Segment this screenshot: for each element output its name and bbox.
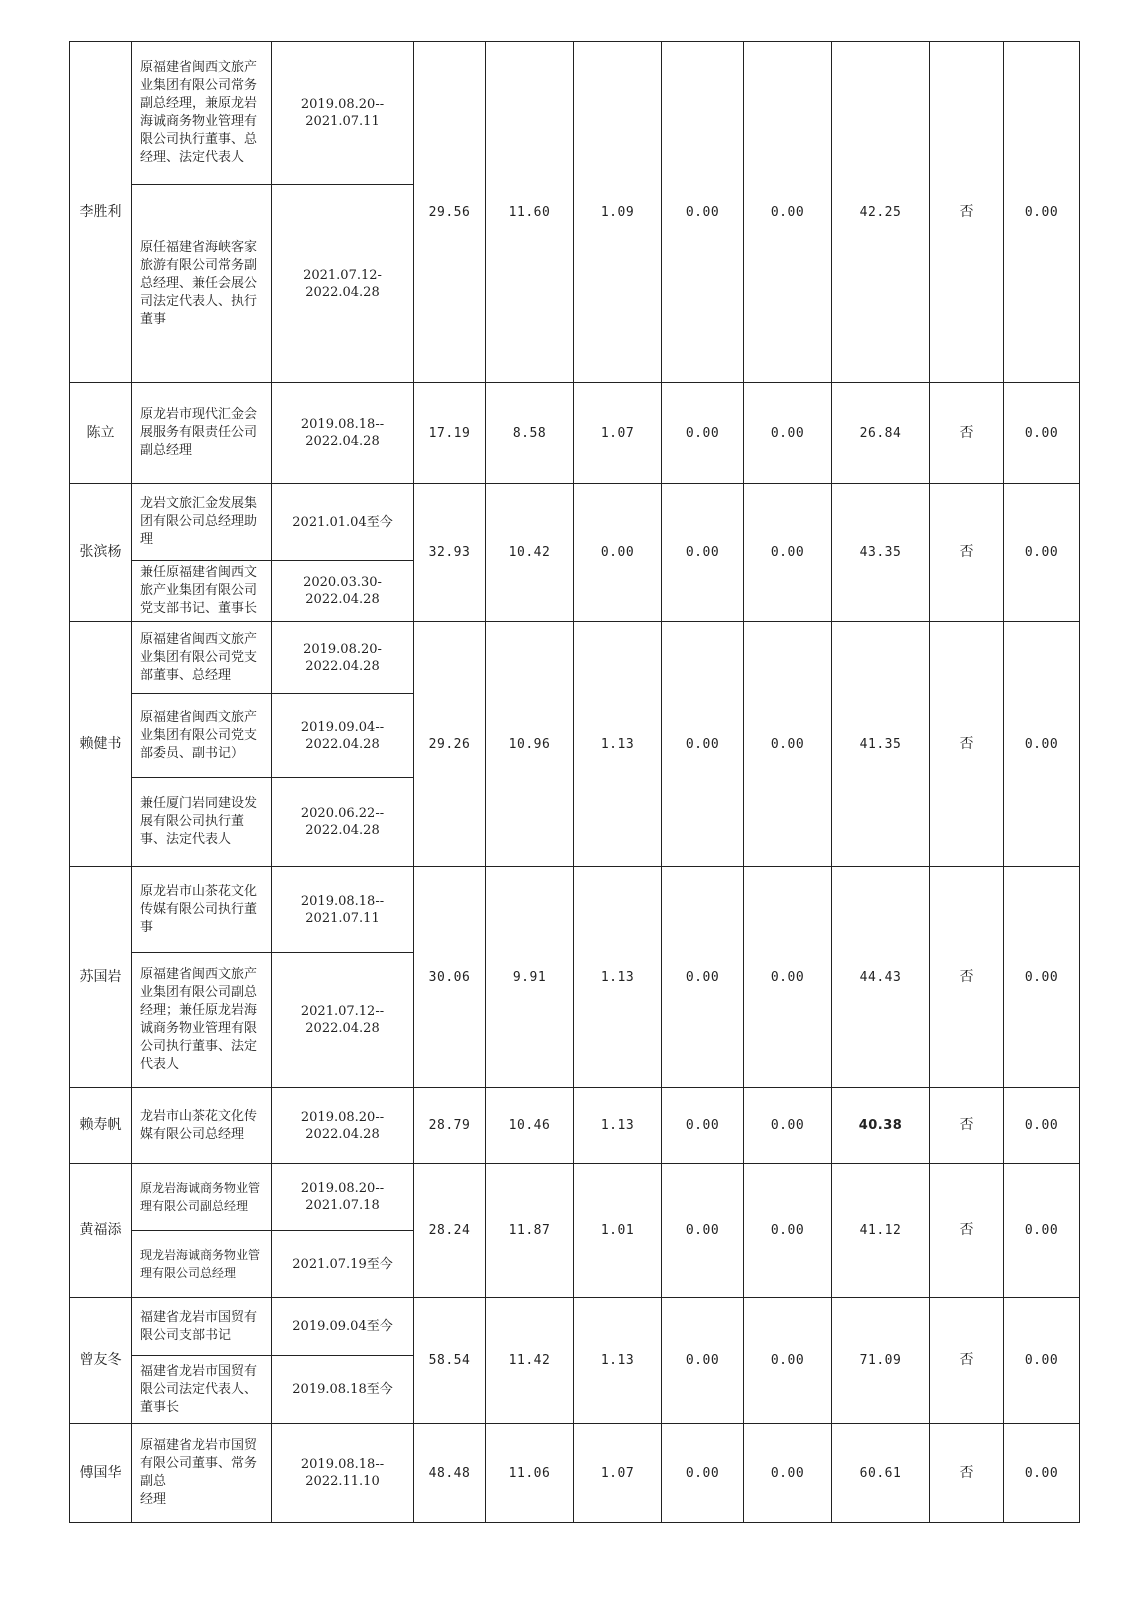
contribution-value: 11.06 [486, 1424, 574, 1523]
person-name: 赖寿帆 [70, 1088, 132, 1164]
tenure-period: 2019.08.18至今 [272, 1356, 414, 1424]
total-value: 44.43 [832, 867, 930, 1088]
contribution-value: 11.60 [486, 42, 574, 383]
flag-value: 否 [930, 1164, 1004, 1298]
contribution-value: 1.13 [574, 1298, 662, 1424]
position-title: 原龙岩市现代汇金会展服务有限责任公司副总经理 [132, 383, 272, 484]
tenure-period: 2019.08.18-- 2022.11.10 [272, 1424, 414, 1523]
person-name: 赖健书 [70, 622, 132, 867]
flag-value: 否 [930, 1424, 1004, 1523]
total-value: 41.35 [832, 622, 930, 867]
position-title: 原福建省闽西文旅产业集团有限公司党支部董事、总经理 [132, 622, 272, 694]
other-value: 0.00 [1004, 1164, 1080, 1298]
salary-value: 30.06 [414, 867, 486, 1088]
tenure-period: 2020.03.30- 2022.04.28 [272, 561, 414, 622]
contribution-value: 11.42 [486, 1298, 574, 1424]
tenure-period: 2019.08.18-- 2022.04.28 [272, 383, 414, 484]
flag-value: 否 [930, 1088, 1004, 1164]
other-value: 0.00 [744, 1164, 832, 1298]
position-title: 福建省龙岩市国贸有限公司支部书记 [132, 1298, 272, 1356]
salary-value: 48.48 [414, 1424, 486, 1523]
contribution-value: 10.46 [486, 1088, 574, 1164]
other-value: 0.00 [744, 622, 832, 867]
contribution-value: 8.58 [486, 383, 574, 484]
salary-value: 28.79 [414, 1088, 486, 1164]
salary-value: 29.26 [414, 622, 486, 867]
tenure-period: 2019.08.20- 2022.04.28 [272, 622, 414, 694]
other-value: 0.00 [662, 383, 744, 484]
position-title: 原任福建省海峡客家旅游有限公司常务副总经理、兼任会展公司法定代表人、执行董事 [132, 185, 272, 383]
contribution-value: 1.01 [574, 1164, 662, 1298]
other-value: 0.00 [662, 1164, 744, 1298]
salary-value: 17.19 [414, 383, 486, 484]
total-value: 43.35 [832, 484, 930, 622]
position-title: 原福建省龙岩市国贸有限公司董事、常务副总 经理 [132, 1424, 272, 1523]
total-value: 40.38 [832, 1088, 930, 1164]
position-title: 原龙岩海诚商务物业管理有限公司副总经理 [132, 1164, 272, 1231]
flag-value: 否 [930, 867, 1004, 1088]
flag-value: 否 [930, 42, 1004, 383]
contribution-value: 11.87 [486, 1164, 574, 1298]
contribution-value: 9.91 [486, 867, 574, 1088]
other-value: 0.00 [1004, 1424, 1080, 1523]
person-name: 曾友冬 [70, 1298, 132, 1424]
position-title: 原福建省闽西文旅产业集团有限公司副总经理；兼任原龙岩海诚商务物业管理有限公司执行董事、法定代表人 [132, 953, 272, 1088]
total-value: 42.25 [832, 42, 930, 383]
table-row [70, 1424, 1080, 1523]
salary-value: 32.93 [414, 484, 486, 622]
other-value: 0.00 [744, 1298, 832, 1424]
other-value: 0.00 [744, 383, 832, 484]
position-title: 龙岩市山茶花文化传媒有限公司总经理 [132, 1088, 272, 1164]
other-value: 0.00 [1004, 622, 1080, 867]
table-row [70, 1298, 1080, 1356]
table-row [70, 484, 1080, 561]
compensation-table [69, 41, 1080, 1523]
tenure-period: 2019.08.20-- 2021.07.18 [272, 1164, 414, 1231]
other-value: 0.00 [744, 484, 832, 622]
other-value: 0.00 [1004, 42, 1080, 383]
tenure-period: 2019.09.04-- 2022.04.28 [272, 694, 414, 778]
salary-value: 58.54 [414, 1298, 486, 1424]
flag-value: 否 [930, 622, 1004, 867]
other-value: 0.00 [744, 1088, 832, 1164]
other-value: 0.00 [1004, 1088, 1080, 1164]
tenure-period: 2019.09.04至今 [272, 1298, 414, 1356]
contribution-value: 10.96 [486, 622, 574, 867]
other-value: 0.00 [744, 1424, 832, 1523]
position-title: 现龙岩海诚商务物业管理有限公司总经理 [132, 1231, 272, 1298]
contribution-value: 1.13 [574, 867, 662, 1088]
contribution-value: 1.13 [574, 1088, 662, 1164]
other-value: 0.00 [662, 867, 744, 1088]
salary-value: 28.24 [414, 1164, 486, 1298]
tenure-period: 2021.01.04至今 [272, 484, 414, 561]
position-title: 兼任厦门岩同建设发展有限公司执行董事、法定代表人 [132, 778, 272, 867]
tenure-period: 2020.06.22-- 2022.04.28 [272, 778, 414, 867]
other-value: 0.00 [1004, 867, 1080, 1088]
total-value: 71.09 [832, 1298, 930, 1424]
other-value: 0.00 [662, 1298, 744, 1424]
position-title: 兼任原福建省闽西文旅产业集团有限公司党支部书记、董事长 [132, 561, 272, 622]
contribution-value: 0.00 [574, 484, 662, 622]
position-title: 原福建省闽西文旅产业集团有限公司党支部委员、副书记） [132, 694, 272, 778]
other-value: 0.00 [1004, 1298, 1080, 1424]
tenure-period: 2021.07.19至今 [272, 1231, 414, 1298]
total-value: 41.12 [832, 1164, 930, 1298]
position-title: 原福建省闽西文旅产业集团有限公司常务副总经理，兼原龙岩海诚商务物业管理有限公司执行董事、总经理、法定代表人 [132, 42, 272, 185]
other-value: 0.00 [662, 1424, 744, 1523]
other-value: 0.00 [662, 42, 744, 383]
other-value: 0.00 [1004, 383, 1080, 484]
position-title: 福建省龙岩市国贸有限公司法定代表人、董事长 [132, 1356, 272, 1424]
tenure-period: 2019.08.20-- 2021.07.11 [272, 42, 414, 185]
tenure-period: 2021.07.12-- 2022.04.28 [272, 953, 414, 1088]
other-value: 0.00 [662, 1088, 744, 1164]
total-value: 60.61 [832, 1424, 930, 1523]
flag-value: 否 [930, 383, 1004, 484]
contribution-value: 10.42 [486, 484, 574, 622]
other-value: 0.00 [744, 867, 832, 1088]
total-value: 26.84 [832, 383, 930, 484]
table-row [70, 42, 1080, 185]
person-name: 李胜利 [70, 42, 132, 383]
other-value: 0.00 [662, 622, 744, 867]
tenure-period: 2021.07.12- 2022.04.28 [272, 185, 414, 383]
contribution-value: 1.13 [574, 622, 662, 867]
position-title: 原龙岩市山茶花文化传媒有限公司执行董事 [132, 867, 272, 953]
person-name: 苏国岩 [70, 867, 132, 1088]
contribution-value: 1.07 [574, 1424, 662, 1523]
position-title: 龙岩文旅汇金发展集团有限公司总经理助理 [132, 484, 272, 561]
contribution-value: 1.09 [574, 42, 662, 383]
other-value: 0.00 [1004, 484, 1080, 622]
flag-value: 否 [930, 1298, 1004, 1424]
person-name: 黄福添 [70, 1164, 132, 1298]
table-row [70, 867, 1080, 953]
table-row [70, 1164, 1080, 1231]
person-name: 张滨杨 [70, 484, 132, 622]
table-row [70, 622, 1080, 694]
person-name: 陈立 [70, 383, 132, 484]
contribution-value: 1.07 [574, 383, 662, 484]
tenure-period: 2019.08.18-- 2021.07.11 [272, 867, 414, 953]
table-row [70, 383, 1080, 484]
tenure-period: 2019.08.20-- 2022.04.28 [272, 1088, 414, 1164]
flag-value: 否 [930, 484, 1004, 622]
table-row [70, 1088, 1080, 1164]
other-value: 0.00 [662, 484, 744, 622]
salary-value: 29.56 [414, 42, 486, 383]
other-value: 0.00 [744, 42, 832, 383]
person-name: 傅国华 [70, 1424, 132, 1523]
